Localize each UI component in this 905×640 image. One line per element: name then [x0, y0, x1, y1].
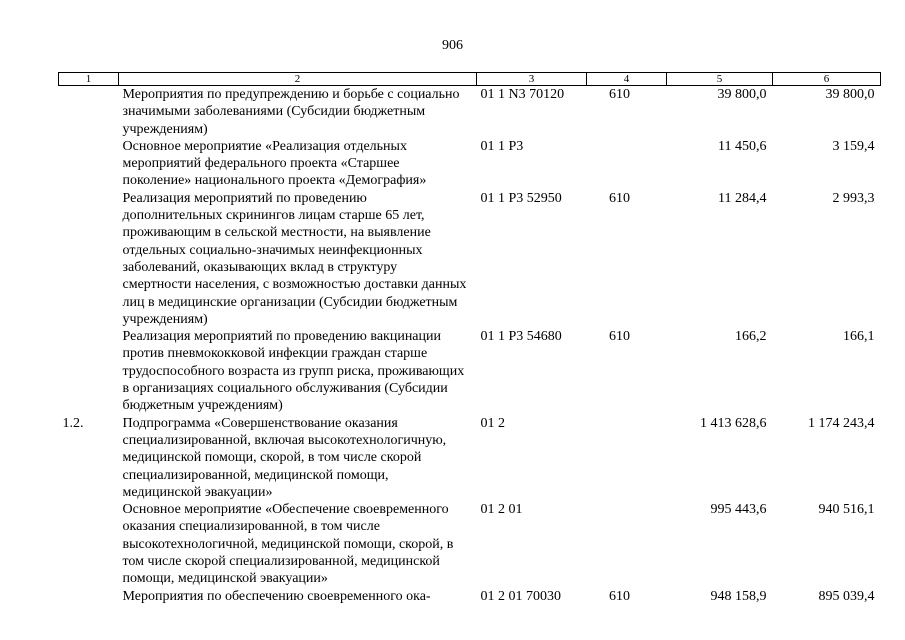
page-number: 906 — [442, 38, 463, 53]
table-row — [59, 415, 881, 501]
budget-table — [58, 72, 881, 605]
row-name: Мероприятия по обеспечению своевременного ока- — [122, 588, 431, 604]
column-header-kcsr: 3 — [477, 73, 587, 86]
row-name: Реализация мероприятий по проведению вакцинации против пневмококковой инфекции граждан старше трудоспособного возраста из групп риска, проживающих в организациях социального обслуживания (Субсидии бюджетным учреждениям) — [122, 329, 465, 414]
row-sum-1: 39 800,0 — [717, 87, 767, 102]
table-row — [59, 190, 881, 328]
table-row — [59, 138, 881, 190]
row-kcsr: 01 2 01 70030 — [480, 588, 561, 604]
row-kvr: 610 — [609, 190, 630, 206]
row-kcsr: 01 1 P3 — [480, 138, 524, 154]
row-number — [59, 138, 119, 190]
row-number — [59, 190, 119, 328]
row-name: Мероприятия по предупреждению и борьбе с социально значимыми заболеваниями (Субсидии бюджетным учреждениям) — [122, 87, 460, 137]
table-row — [59, 328, 881, 414]
table-row — [59, 501, 881, 587]
row-sum-2: 895 039,4 — [818, 588, 875, 604]
row-number — [59, 501, 119, 587]
row-name: Основное мероприятие «Обеспечение своевременного оказания специализированной, в том числе высокотехнологичной, медицинской помощи, скорой, в том числе скорой специализированной, медицинской помощи, медицинской эвакуации» — [122, 502, 454, 587]
row-kcsr: 01 1 P3 54680 — [480, 329, 562, 345]
row-kvr: 610 — [609, 588, 630, 604]
row-number — [59, 86, 119, 138]
row-sum-1: 1 413 628,6 — [700, 415, 767, 431]
row-sum-2: 3 159,4 — [832, 138, 875, 154]
row-number — [59, 588, 119, 605]
row-sum-1: 11 284,4 — [718, 190, 767, 206]
row-sum-2: 166,1 — [843, 329, 875, 345]
column-header-sum-2: 6 — [773, 73, 881, 86]
row-kvr — [587, 501, 667, 587]
header-row — [59, 73, 881, 86]
row-kcsr: 01 2 — [480, 415, 505, 431]
row-kvr: 610 — [609, 329, 630, 345]
row-kvr: 610 — [609, 87, 630, 102]
table-row — [59, 588, 881, 605]
row-sum-2: 2 993,3 — [832, 190, 875, 206]
table-body — [59, 86, 881, 605]
row-name: Подпрограмма «Совершенствование оказания специализированной, включая высокотехнологичную, медицинской помощи, скорой, в том числе скорой специализированной, медицинской помощи, медицинской эвакуации» — [122, 415, 447, 500]
row-number — [59, 328, 119, 414]
row-sum-1: 948 158,9 — [710, 588, 767, 604]
row-name: Реализация мероприятий по проведению дополнительных скринингов лицам старше 65 лет, проживающим в сельской местности, на выявление отдельных социально-значимых неинфекционных заболеваний, оказывающих вклад в структуру смертности населения, с возможностью доставки данных лиц в медицинские организации (Субсидии бюджетным учреждениям) — [122, 190, 467, 327]
row-kcsr: 01 1 N3 70120 — [480, 87, 565, 102]
row-kvr — [587, 138, 667, 190]
row-kcsr: 01 1 P3 52950 — [480, 190, 562, 206]
column-header-sum-1: 5 — [667, 73, 773, 86]
column-header-name: 2 — [119, 73, 477, 86]
row-sum-2: 1 174 243,4 — [808, 415, 875, 431]
row-kcsr: 01 2 01 — [480, 502, 523, 518]
row-sum-1: 995 443,6 — [710, 502, 767, 518]
row-sum-2: 940 516,1 — [818, 502, 875, 518]
row-sum-1: 11 450,6 — [718, 138, 767, 154]
row-number: 1.2. — [62, 415, 84, 431]
row-name: Основное мероприятие «Реализация отдельных мероприятий федерального проекта «Старшее поколение» национального проекта «Демография» — [122, 138, 427, 189]
table-row — [59, 86, 881, 138]
column-header-number: 1 — [59, 73, 119, 86]
table-header — [59, 73, 881, 86]
row-kvr — [587, 415, 667, 501]
row-sum-1: 166,2 — [735, 329, 767, 345]
row-sum-2: 39 800,0 — [825, 87, 875, 102]
column-header-kvr: 4 — [587, 73, 667, 86]
